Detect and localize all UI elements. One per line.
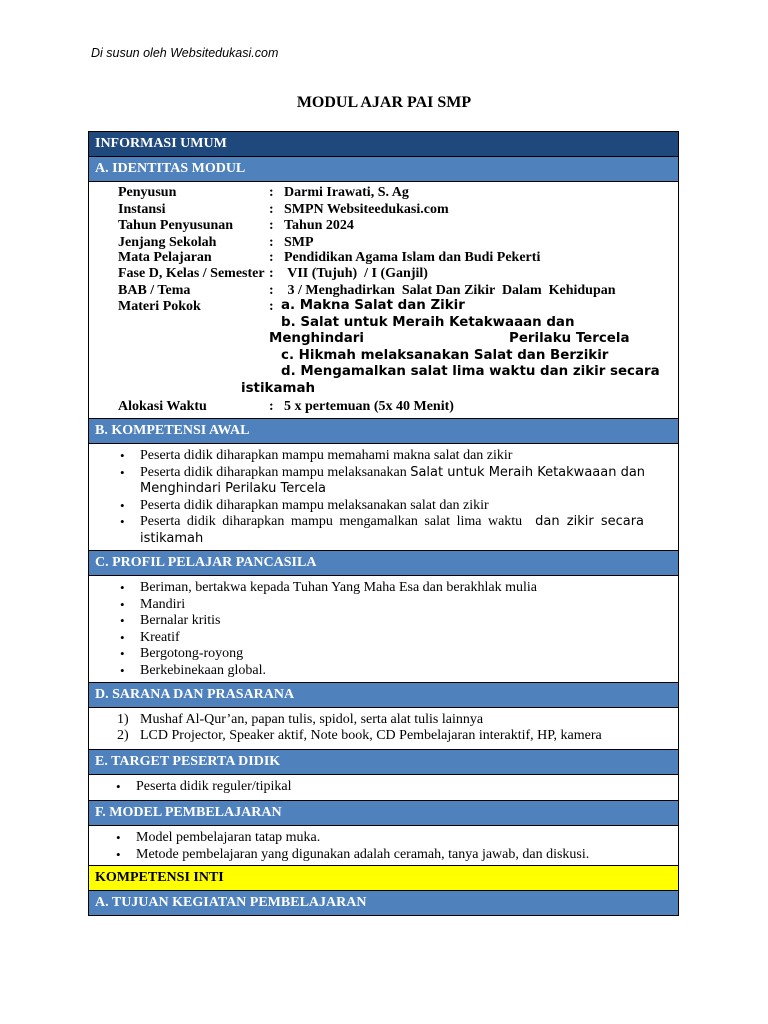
materi-item-d: d. Mengamalkan salat lima waktu dan zikir secara: [281, 364, 660, 379]
document-title: MODUL AJAR PAI SMP: [296, 94, 472, 111]
ident-colon: :: [269, 298, 274, 314]
ident-label: Tahun Penyusunan: [118, 218, 234, 233]
list-item-text-sans: Salat untuk Meraih Ketakwaaan dan: [410, 464, 646, 480]
ident-colon: :: [269, 282, 274, 298]
materi-item-b-part2: Perilaku Tercela: [509, 331, 630, 346]
kompetensi-awal-heading: B. KOMPETENSI AWAL: [89, 419, 678, 444]
ident-value: Darmi Irawati, S. Ag: [284, 185, 409, 200]
list-item-text: Peserta didik diharapkan mampu melaksanakan salat dan zikir: [140, 497, 489, 513]
bullet-icon: •: [120, 646, 125, 661]
bullet-icon: •: [120, 629, 125, 645]
list-item: [120, 646, 672, 663]
materi-item-b-cont: [269, 331, 664, 348]
list-item-text: Mandiri: [140, 596, 186, 612]
tujuan-pembelajaran-heading: A. TUJUAN KEGIATAN PEMBELAJARAN: [89, 891, 678, 915]
materi-item-b: b. Salat untuk Meraih Ketakwaaan dan: [281, 314, 575, 330]
list-item: [116, 779, 672, 796]
list-item-text-sans: dan zikir secara: [535, 514, 645, 529]
list-item-text: Bernalar kritis: [140, 613, 221, 628]
bullet-icon: •: [120, 596, 125, 612]
bullet-icon: •: [120, 448, 125, 463]
list-item: [117, 728, 672, 744]
ident-label: BAB / Tema: [118, 282, 191, 298]
list-item-text: Peserta didik diharapkan mampu melaksanakan: [140, 464, 407, 480]
list-item-text: Bergotong-royong: [140, 646, 244, 661]
ident-value: Pendidikan Agama Islam dan Budi Pekerti: [284, 250, 541, 265]
list-item-text: Peserta didik diharapkan mampu mengamalkan salat lima waktu: [140, 514, 523, 529]
bullet-icon: •: [120, 662, 125, 678]
bullet-icon: •: [120, 497, 125, 513]
ident-colon: :: [269, 399, 274, 414]
list-item: [120, 613, 672, 630]
ident-value: 5 x pertemuan (5x 40 Menit): [284, 399, 454, 414]
list-item: [120, 448, 672, 465]
ident-value: Tahun 2024: [284, 218, 354, 233]
list-item-text: LCD Projector, Speaker aktif, Note book, CD Pembelajaran interaktif, HP, kamera: [140, 728, 602, 743]
list-item-text: Mushaf Al-Qur’an, papan tulis, spidol, serta alat tulis lainnya: [140, 712, 484, 727]
profil-pelajar-heading: C. PROFIL PELAJAR PANCASILA: [89, 551, 678, 576]
ident-value: VII (Tujuh) / I (Ganjil): [284, 266, 428, 281]
ident-value: 3 / Menghadirkan Salat Dan Zikir Dalam Kehidupan: [284, 282, 616, 298]
ident-value: SMP: [284, 234, 314, 250]
bullet-icon: •: [116, 846, 121, 862]
model-pembelajaran-section: [89, 826, 678, 866]
list-item: [120, 497, 672, 515]
list-item-text-sans: Menghindari Perilaku Tercela: [140, 481, 327, 496]
kompetensi-inti-heading: KOMPETENSI INTI: [89, 866, 678, 891]
sarana-prasarana-section: [89, 708, 678, 750]
profil-pelajar-section: [89, 576, 678, 683]
bullet-icon: •: [120, 464, 125, 480]
materi-item-a: a. Makna Salat dan Zikir: [281, 298, 465, 313]
kompetensi-awal-section: [89, 444, 678, 551]
informasi-umum-heading: INFORMASI UMUM: [89, 132, 678, 157]
list-item: [116, 846, 672, 864]
list-item-text-sans: istikamah: [140, 530, 204, 546]
ident-colon: :: [269, 185, 274, 200]
list-item-text: Peserta didik reguler/tipikal: [136, 779, 292, 794]
materi-pokok-list: [241, 298, 664, 397]
list-item: [116, 830, 672, 847]
list-item: [120, 514, 672, 547]
materi-item-d-cont: istikamah: [241, 380, 316, 396]
list-item-text: Metode pembelajaran yang digunakan adalah ceramah, tanya jawab, dan diskusi.: [136, 846, 590, 862]
target-peserta-section: [89, 775, 678, 801]
ident-colon: :: [269, 234, 274, 250]
ident-label: Mata Pelajaran: [118, 250, 212, 265]
materi-item-b-part1: Menghindari: [269, 331, 364, 346]
bullet-icon: •: [116, 779, 121, 794]
list-item-text: Peserta didik diharapkan mampu memahami makna salat dan zikir: [140, 448, 513, 463]
module-table: [88, 131, 679, 916]
ident-label: Materi Pokok: [118, 298, 201, 314]
model-pembelajaran-heading: F. MODEL PEMBELAJARAN: [89, 801, 678, 826]
header-note: Di susun oleh Websitedukasi.com: [91, 46, 279, 60]
ident-label: Instansi: [118, 201, 166, 217]
ident-colon: :: [269, 266, 274, 281]
ident-colon: :: [269, 250, 274, 265]
ident-label: Fase D, Kelas / Semester: [118, 266, 265, 281]
ident-colon: :: [269, 218, 274, 233]
materi-item-c: c. Hikmah melaksanakan Salat dan Berzikir: [281, 347, 609, 363]
ident-label: Alokasi Waktu: [118, 399, 207, 414]
list-item-text: Kreatif: [140, 629, 180, 645]
list-item: [120, 464, 672, 498]
list-number: 2): [117, 728, 129, 743]
ident-colon: :: [269, 201, 274, 217]
identitas-modul-heading: A. IDENTITAS MODUL: [89, 157, 678, 182]
list-item: [120, 629, 672, 647]
list-item: [120, 596, 672, 614]
ident-value: SMPN Websiteedukasi.com: [284, 201, 449, 217]
list-item: [120, 662, 672, 680]
list-item-text: Berkebinekaan global.: [140, 662, 266, 678]
bullet-icon: •: [120, 514, 125, 529]
list-item-text: Beriman, bertakwa kepada Tuhan Yang Maha Esa dan berakhlak mulia: [140, 580, 537, 595]
list-number: 1): [117, 712, 129, 727]
identitas-modul-section: [89, 182, 678, 419]
ident-label: Jenjang Sekolah: [118, 234, 217, 250]
bullet-icon: •: [120, 613, 125, 628]
list-item: [117, 712, 672, 728]
bullet-icon: •: [116, 830, 121, 845]
list-item-text: Model pembelajaran tatap muka.: [136, 830, 321, 845]
target-peserta-heading: E. TARGET PESERTA DIDIK: [89, 750, 678, 775]
bullet-icon: •: [120, 580, 125, 595]
ident-label: Penyusun: [118, 185, 177, 200]
sarana-prasarana-heading: D. SARANA DAN PRASARANA: [89, 683, 678, 708]
list-item: [120, 580, 672, 597]
